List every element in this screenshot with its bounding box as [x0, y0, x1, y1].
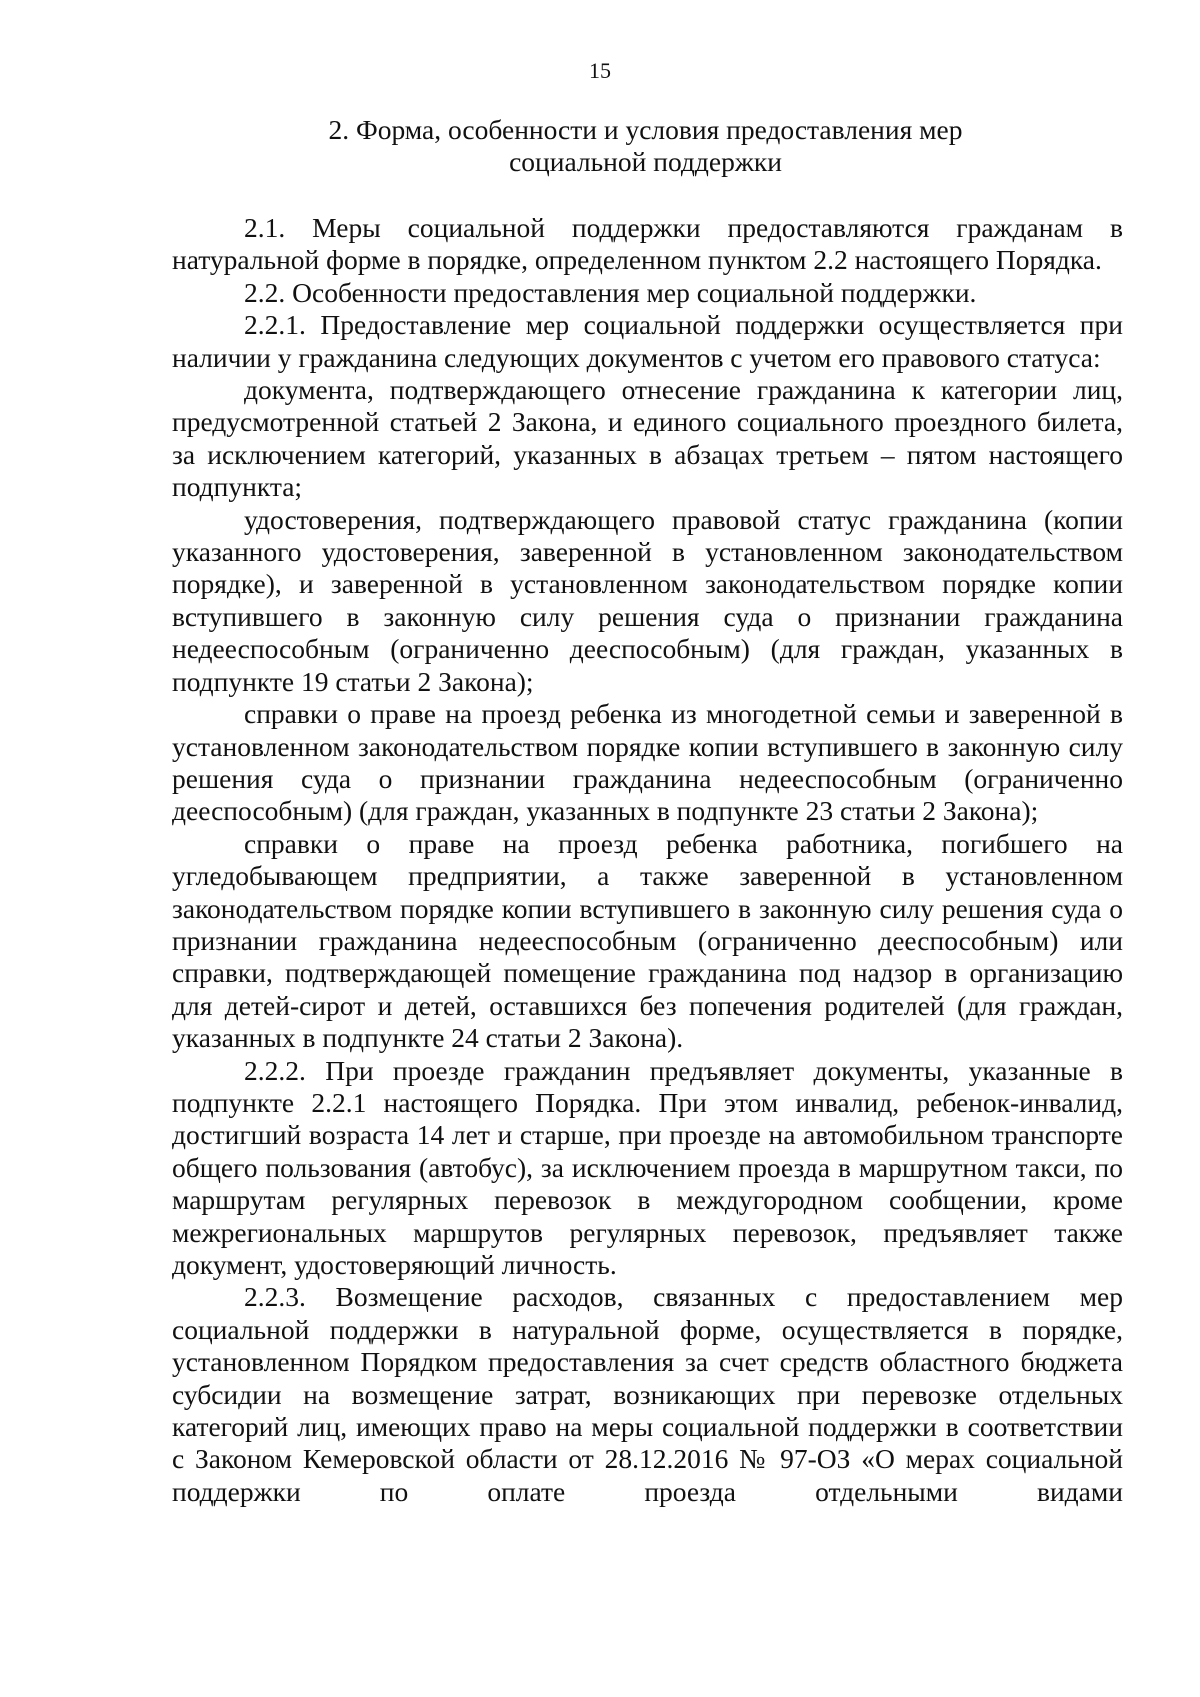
paragraph-2-2: 2.2. Особенности предоставления мер социальной поддержки. — [244, 276, 977, 308]
section-title-line-1: 2. Форма, особенности и условия предоставления мер — [328, 114, 963, 145]
paragraph-2-2-3: 2.2.3. Возмещение расходов, связанных с предоставлением мер социальной поддержки в натуральной форме, осуществляется в порядке, установленном Порядком предоставления за счет средств областного бюджета субсидии на возмещение затрат, возникающих при перевозке отдельных категорий лиц, имеющих право на меры социальной поддержки в соответствии с Законом Кемеровской области от 28.12.2016 № 97-ОЗ «О мерах социальной поддержки по оплате проезда отдельными видами — [172, 1281, 1123, 1507]
paragraph-list-item-4: справки о праве на проезд ребенка работника, погибшего на угледобывающем предприятии, а также заверенной в установленном законодательством порядке копии вступившего в законную силу решения суда о признании гражданина недееспособным (ограниченно дееспособным) или справки, подтверждающей помещение гражданина под надзор в организацию для детей-сирот и детей, оставшихся без попечения родителей (для граждан, указанных в подпункте 24 статьи 2 Закона). — [172, 827, 1123, 1054]
paragraph-2-2-2: 2.2.2. При проезде гражданин предъявляет документы, указанные в подпункте 2.2.1 настоящего Порядка. При этом инвалид, ребенок-инвалид, достигший возраста 14 лет и старше, при проезде на автомобильном транспорте общего пользования (автобус), за исключением проезда в маршрутном такси, по маршрутам регулярных перевозок в междугородном сообщении, кроме межрегиональных маршрутов регулярных перевозок, предъявляет также документ, удостоверяющий личность. — [172, 1054, 1123, 1280]
paragraph-list-item-2: удостоверения, подтверждающего правовой статус гражданина (копии указанного удостоверения, заверенной в установленном законодательством порядке), и заверенной в установленном законодательством порядке копии вступившего в законную силу решения суда о признании гражданина недееспособным (ограниченно дееспособным) (для граждан, указанных в подпункте 19 статьи 2 Закона); — [172, 503, 1123, 697]
paragraph-list-item-3: справки о праве на проезд ребенка из многодетной семьи и заверенной в установленном законодательством порядке копии вступившего в законную силу решения суда о признании гражданина недееспособным (ограниченно дееспособным) (для граждан, указанных в подпункте 23 статьи 2 Закона); — [172, 698, 1123, 827]
paragraph-2-1: 2.1. Меры социальной поддержки предоставляются гражданам в натуральной форме в порядке, определенном пунктом 2.2 настоящего Порядка. — [172, 212, 1123, 276]
document-body — [172, 212, 1123, 1508]
section-title-line-2: социальной поддержки — [509, 146, 782, 177]
section-title — [170, 114, 1121, 178]
page-number: 15 — [589, 58, 611, 83]
paragraph-list-item-1: документа, подтверждающего отнесение гражданина к категории лиц, предусмотренной статьей 2 Закона, и единого социального проездного билета, за исключением категорий, указанных в абзацах третьем – пятом настоящего подпункта; — [172, 374, 1123, 503]
paragraph-2-2-1: 2.2.1. Предоставление мер социальной поддержки осуществляется при наличии у гражданина следующих документов с учетом его правового статуса: — [172, 309, 1123, 373]
